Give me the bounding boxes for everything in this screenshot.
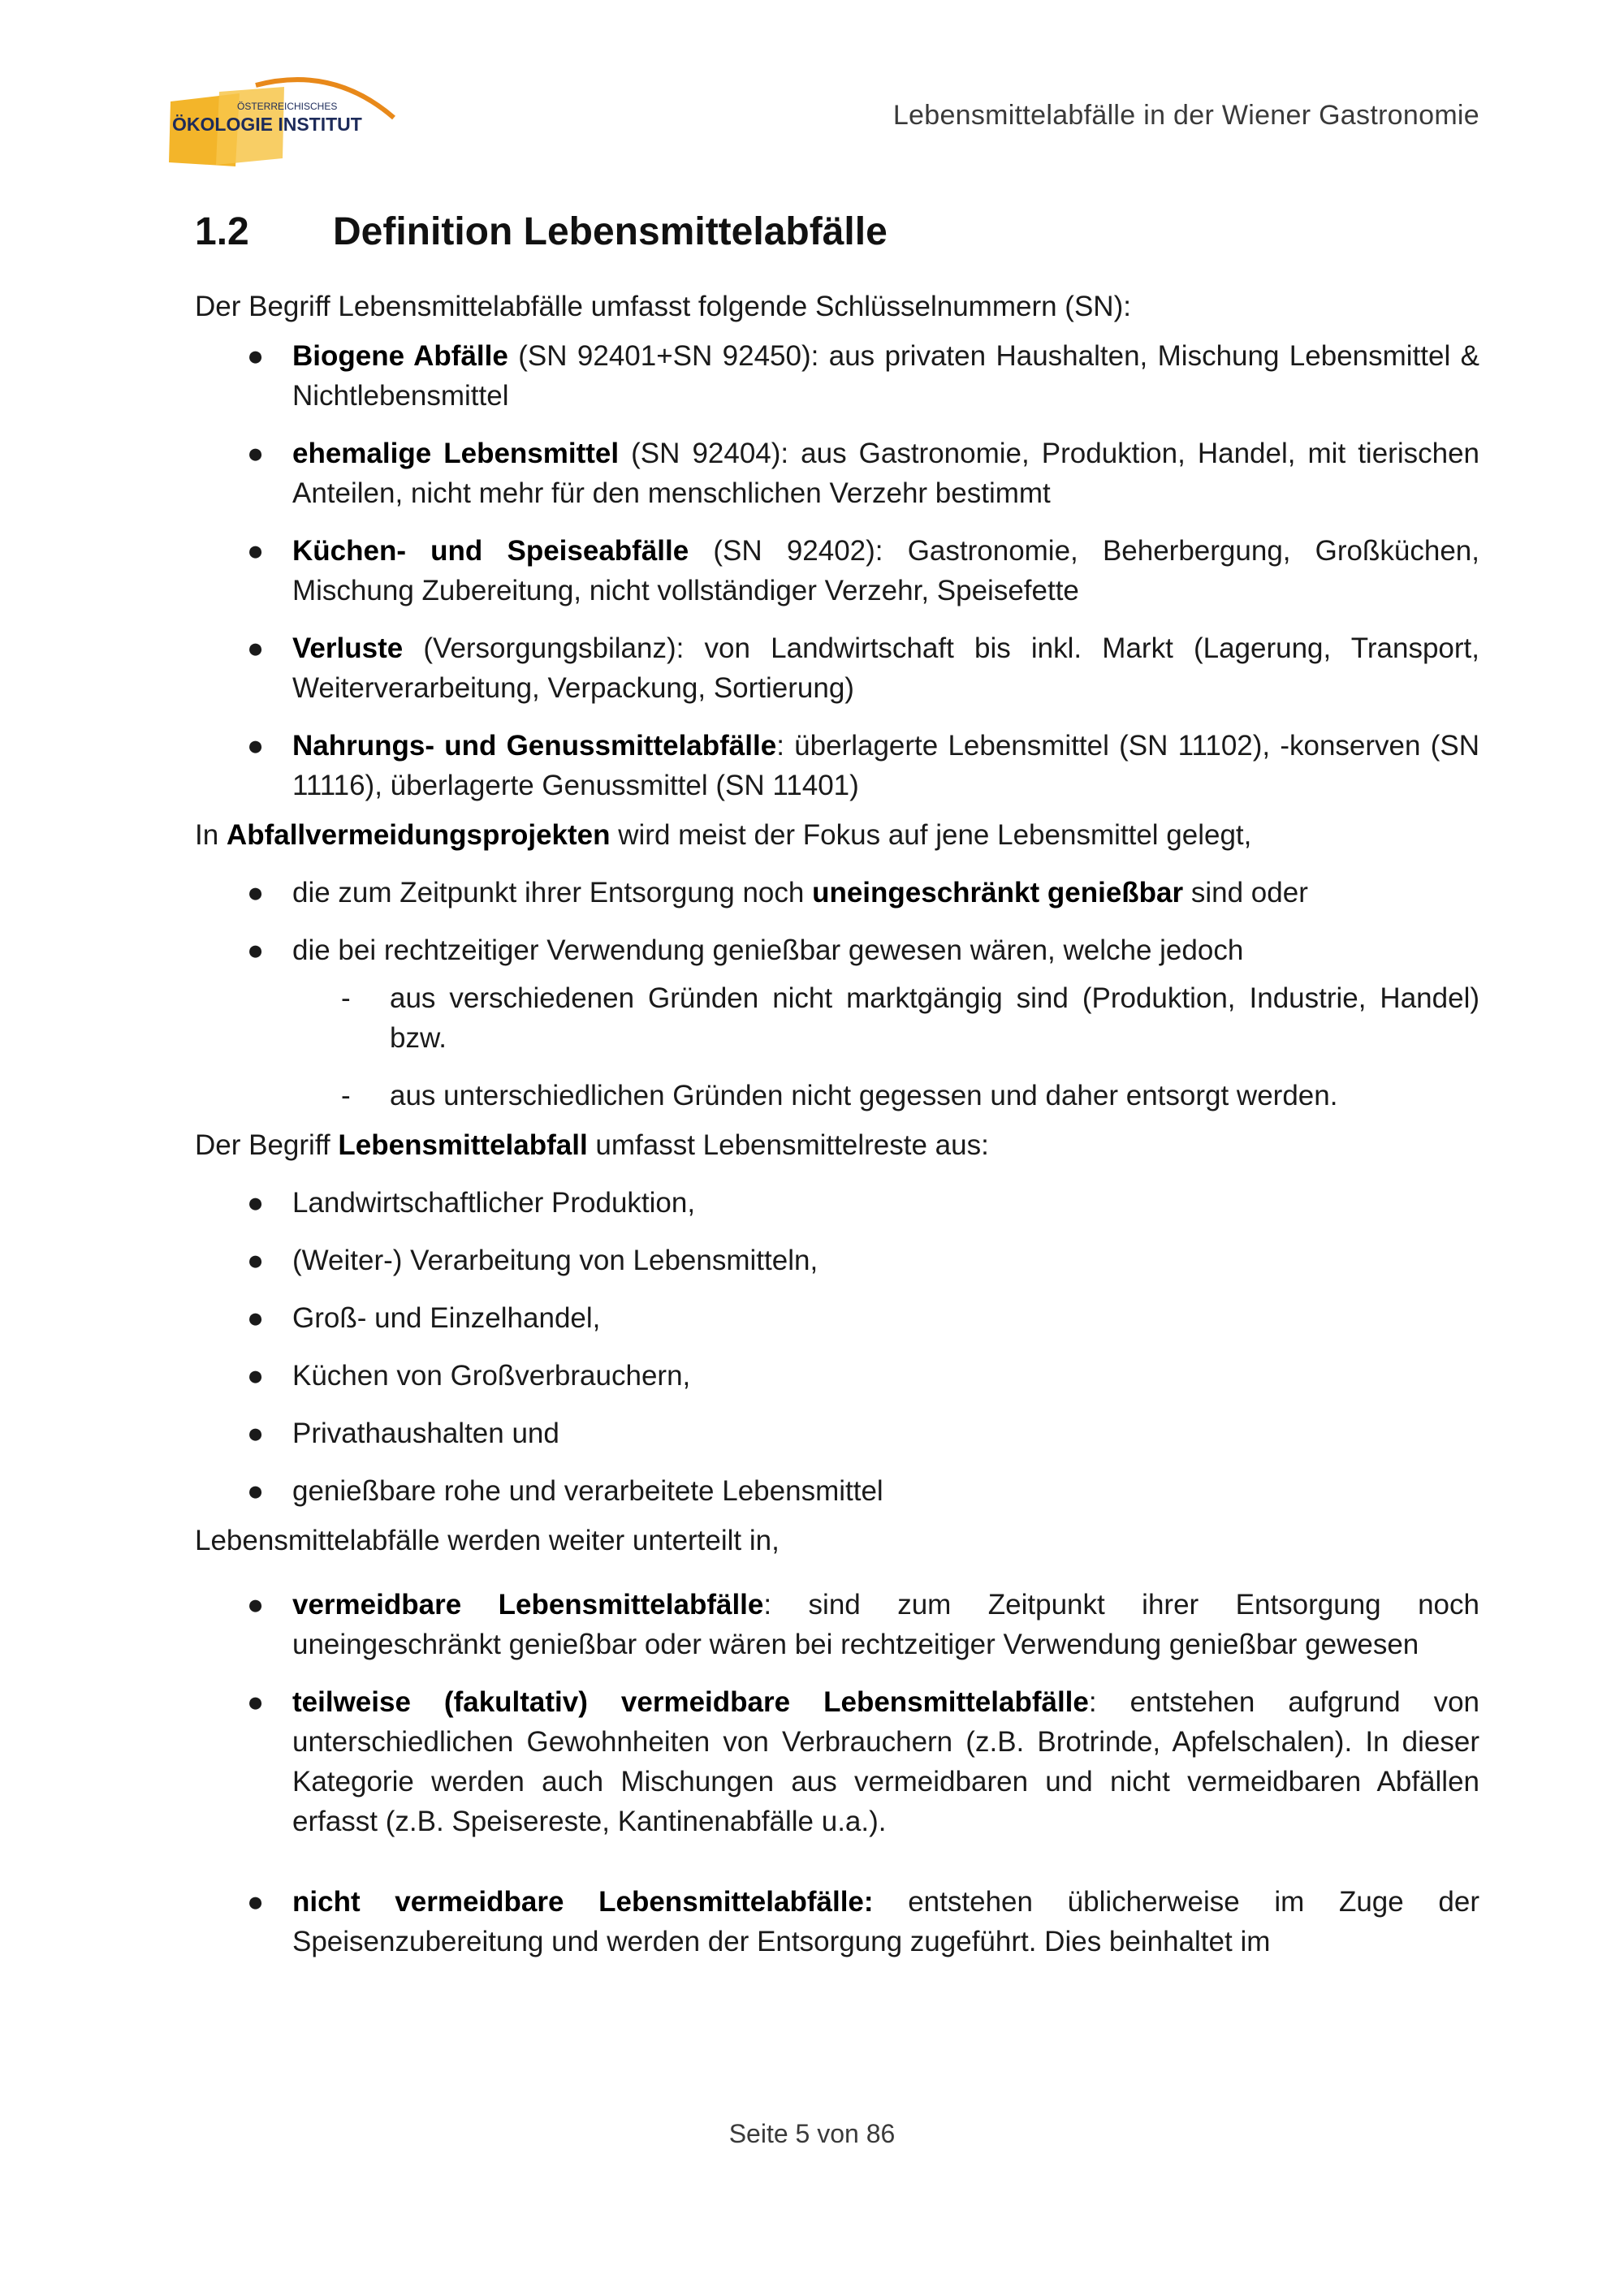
- bullet-icon: ●: [247, 934, 265, 966]
- list-item: ● Küchen von Großverbrauchern,: [195, 1356, 1479, 1396]
- list-item: ● (Weiter-) Verarbeitung von Lebensmitteln,: [195, 1241, 1479, 1280]
- list-item: ● Groß- und Einzelhandel,: [195, 1298, 1479, 1338]
- list-item: ● Privathaushalten und: [195, 1413, 1479, 1453]
- bullet-icon: ●: [247, 730, 265, 762]
- list-item: ● die zum Zeitpunkt ihrer Entsorgung noch uneingeschränkt genießbar sind oder: [195, 873, 1479, 913]
- page-content: [195, 209, 1479, 1979]
- logo: [162, 69, 406, 170]
- bullet-icon: ●: [247, 877, 265, 908]
- list-item: ● vermeidbare Lebensmittelabfälle: sind zum Zeitpunkt ihrer Entsorgung noch uneingeschränkt genießbar oder wären bei rechtzeitiger Verwendung genießbar gewesen: [195, 1585, 1479, 1664]
- bullet-icon: ●: [247, 438, 265, 469]
- section-number: 1.2: [195, 210, 249, 253]
- section-title: Definition Lebensmittelabfälle: [333, 210, 888, 253]
- sn-list: [195, 336, 1479, 805]
- list-item: ● Verluste (Versorgungsbilanz): von Landwirtschaft bis inkl. Markt (Lagerung, Transport, Weiterverarbeitung, Verpackung, Sortierung): [195, 628, 1479, 708]
- logo-text-main: ÖKOLOGIE INSTITUT: [172, 114, 362, 135]
- list-item: ● Küchen- und Speiseabfälle (SN 92402): Gastronomie, Beherbergung, Großküchen, Mischung Zubereitung, nicht vollständiger Verzehr, Speisefette: [195, 531, 1479, 611]
- list-item: ● genießbare rohe und verarbeitete Lebensmittel: [195, 1471, 1479, 1511]
- dash-icon: -: [341, 1080, 351, 1111]
- dash-icon: -: [341, 982, 351, 1014]
- list-item: ● Landwirtschaftlicher Produktion,: [195, 1183, 1479, 1223]
- list-item: ● teilweise (fakultativ) vermeidbare Lebensmittelabfälle: entstehen aufgrund von unterschiedlichen Gewohnheiten von Verbrauchern (z.B. Brotrinde, Apfelschalen). In dieser Kategorie werden auch Mischungen aus vermeidbaren und nicht vermeidbaren Abfällen erfasst (z.B. Speisereste, Kantinenabfälle u.a.).: [195, 1682, 1479, 1841]
- bullet-icon: ●: [247, 340, 265, 372]
- sources-list: [195, 1183, 1479, 1511]
- list-item: ● Nahrungs- und Genussmittelabfälle: überlagerte Lebensmittel (SN 11102), -konserven (SN 11116), überlagerte Genussmittel (SN 11401): [195, 726, 1479, 805]
- bullet-icon: ●: [247, 1187, 265, 1219]
- bullet-icon: ●: [247, 1589, 265, 1621]
- bullet-icon: ●: [247, 632, 265, 664]
- intro-paragraph: Der Begriff Lebensmittelabfälle umfasst folgende Schlüsselnummern (SN):: [195, 291, 1131, 322]
- list-item: ● nicht vermeidbare Lebensmittelabfälle: entstehen üblicherweise im Zuge der Speisenzubereitung und werden der Entsorgung zugeführt. Dies beinhaltet im: [195, 1882, 1479, 1962]
- list-item: ● Biogene Abfälle (SN 92401+SN 92450): aus privaten Haushalten, Mischung Lebensmittel & Nichtlebensmittel: [195, 336, 1479, 416]
- list-item: - aus unterschiedlichen Gründen nicht gegessen und daher entsorgt werden.: [195, 1076, 1479, 1116]
- running-header: Lebensmittelabfälle in der Wiener Gastronomie: [892, 100, 1479, 131]
- bullet-icon: ●: [247, 1302, 265, 1334]
- bullet-icon: ●: [247, 1686, 265, 1718]
- logo-text-top: ÖSTERREICHISCHES: [237, 101, 338, 112]
- bullet-icon: ●: [247, 1475, 265, 1507]
- list-item: ● die bei rechtzeitiger Verwendung genießbar gewesen wären, welche jedoch: [195, 930, 1479, 970]
- term-paragraph: Der Begriff Lebensmittelabfall umfasst Lebensmittelreste aus:: [195, 1129, 989, 1161]
- bullet-icon: ●: [247, 1360, 265, 1392]
- section-heading: [195, 209, 1479, 254]
- avoidance-paragraph: In Abfallvermeidungsprojekten wird meist der Fokus auf jene Lebensmittel gelegt,: [195, 819, 1252, 851]
- categories-list: [195, 1585, 1479, 1962]
- bullet-icon: ●: [247, 535, 265, 567]
- split-intro-paragraph: Lebensmittelabfälle werden weiter unterteilt in,: [195, 1525, 780, 1556]
- bullet-icon: ●: [247, 1245, 265, 1276]
- bullet-icon: ●: [247, 1418, 265, 1449]
- list-item: ● ehemalige Lebensmittel (SN 92404): aus Gastronomie, Produktion, Handel, mit tierischen Anteilen, nicht mehr für den menschlichen Verzehr bestimmt: [195, 434, 1479, 513]
- avoidance-list: [195, 873, 1479, 970]
- avoidance-sublist: [195, 978, 1479, 1116]
- list-item: - aus verschiedenen Gründen nicht marktgängig sind (Produktion, Industrie, Handel) bzw.: [195, 978, 1479, 1058]
- bullet-icon: ●: [247, 1886, 265, 1918]
- oekologie-institut-logo: [162, 69, 406, 170]
- page-footer: Seite 5 von 86: [728, 2119, 896, 2148]
